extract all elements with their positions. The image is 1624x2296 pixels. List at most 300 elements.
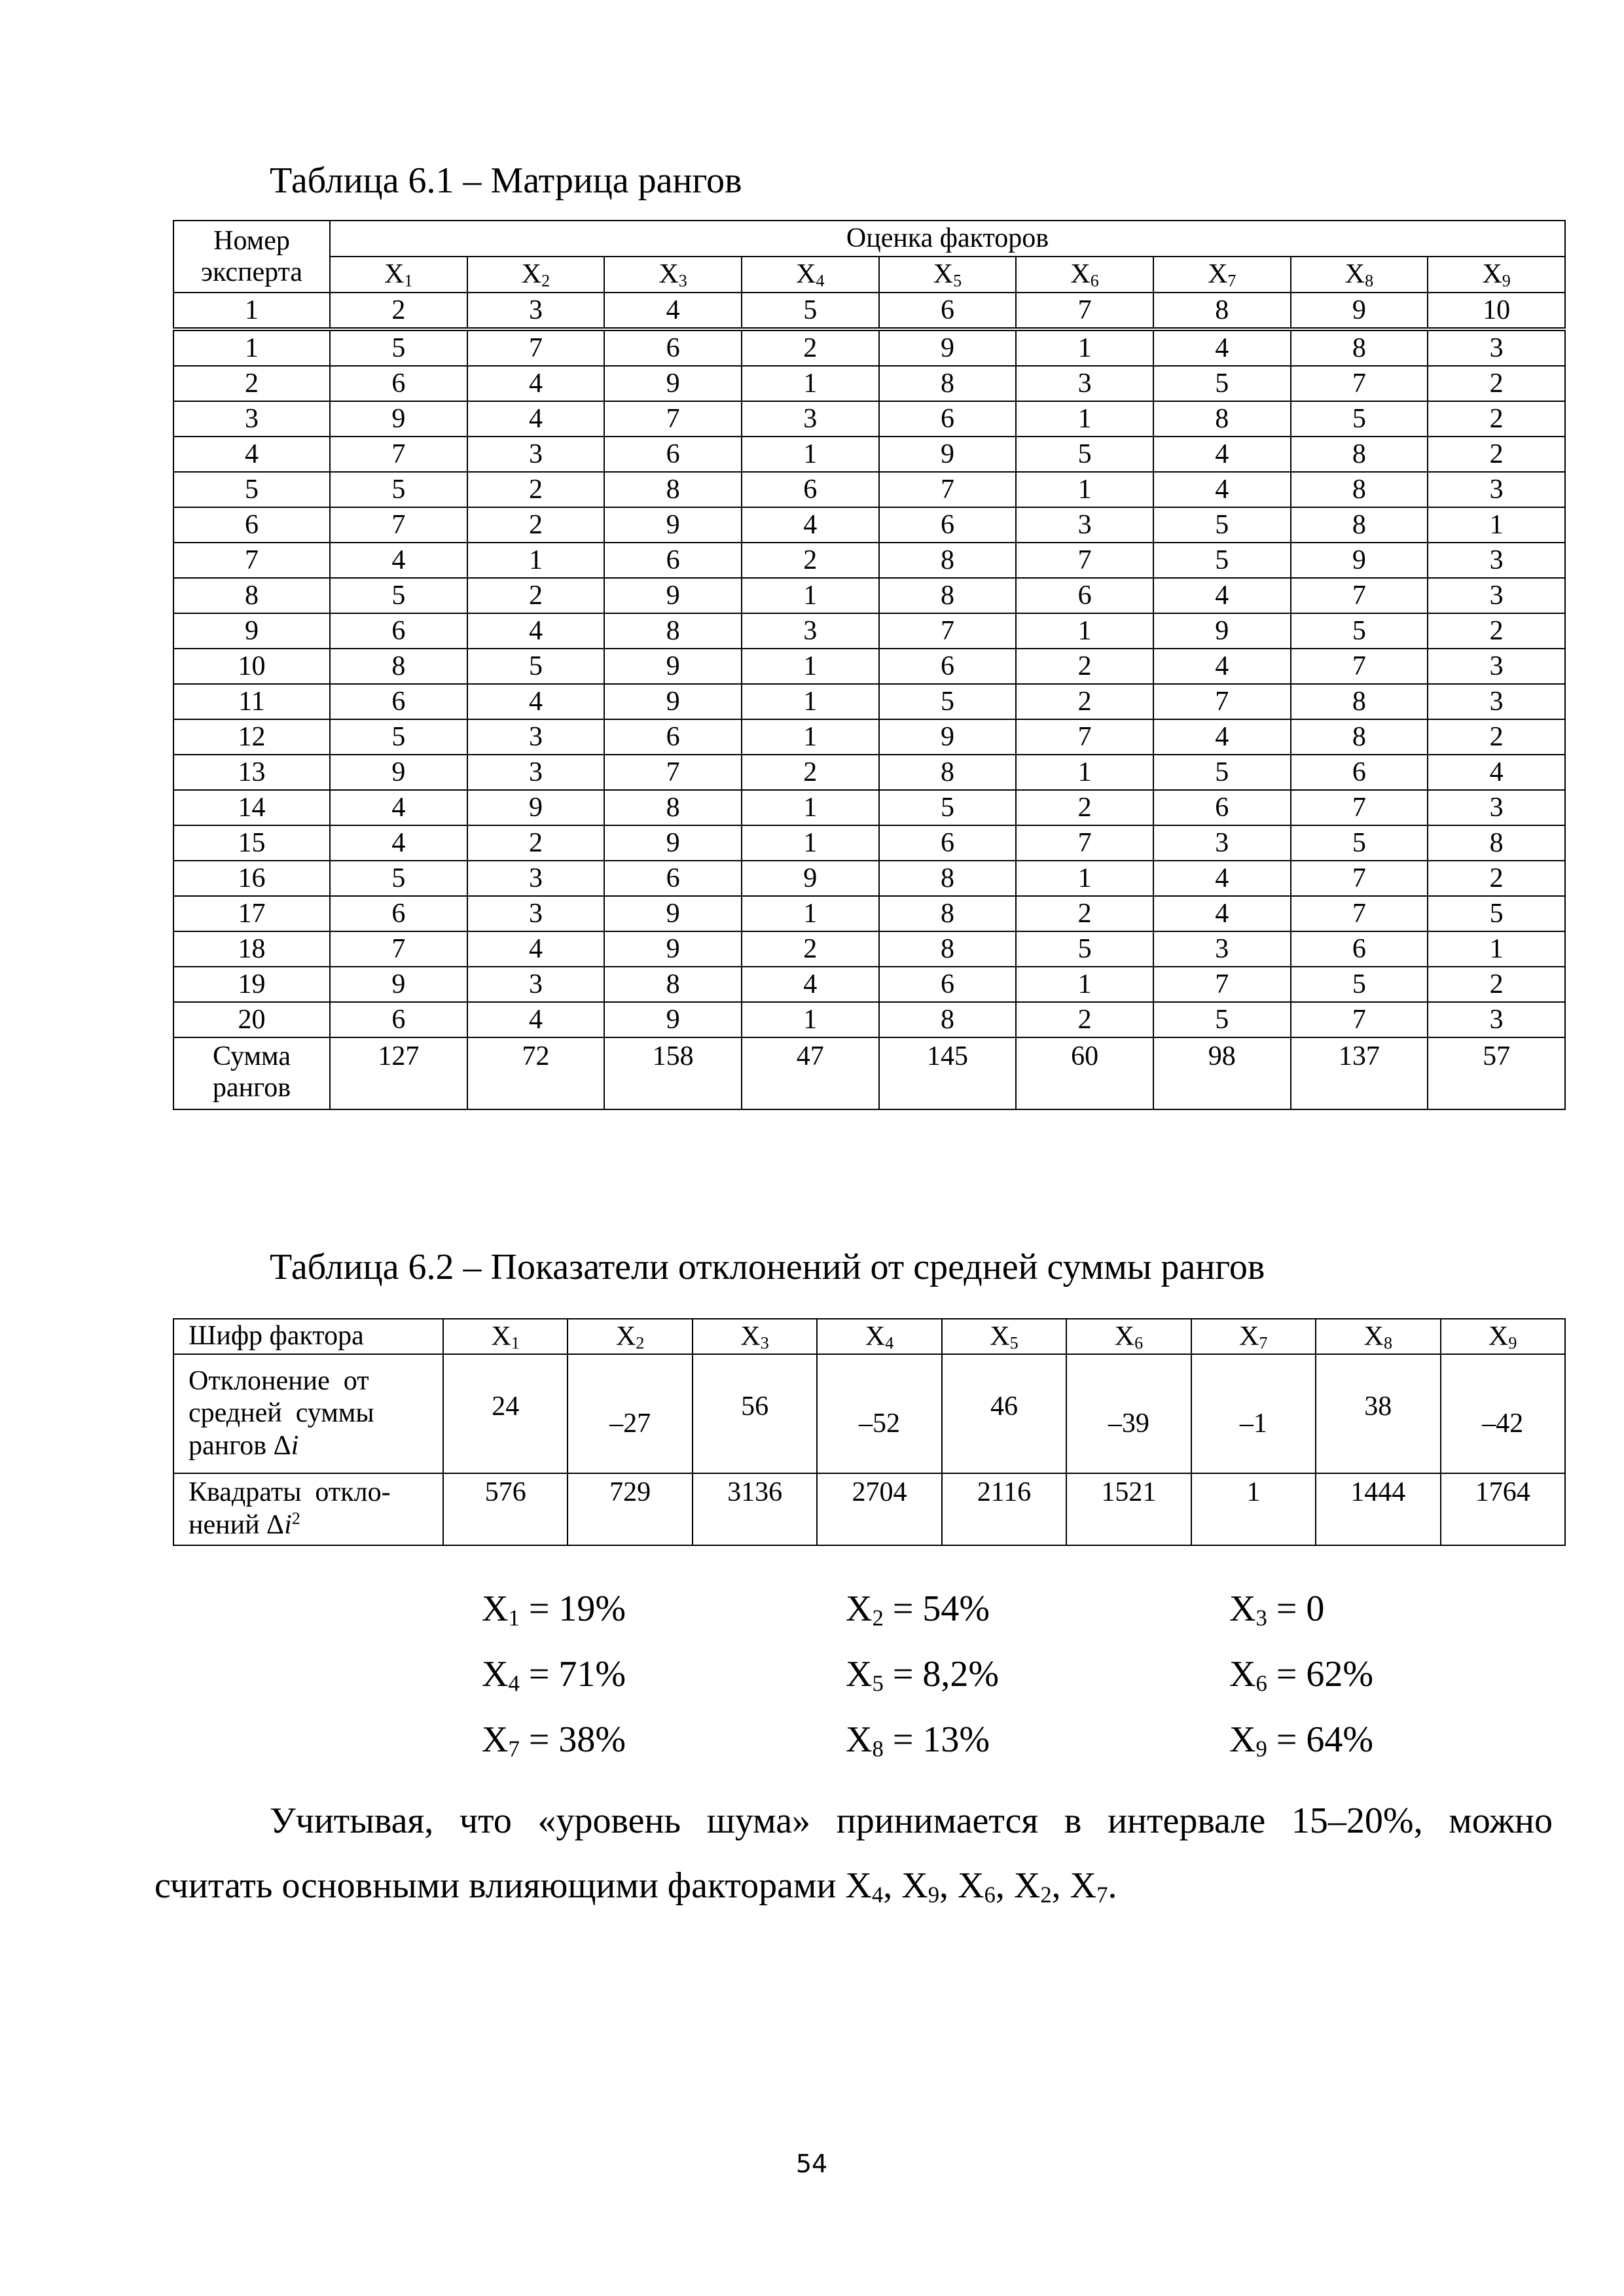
rank-cell: 4 [467,684,605,719]
rank-cell: 4 [1153,719,1291,755]
rank-cell: 8 [879,931,1017,967]
deviation-cell: 46 [942,1354,1066,1473]
rank-cell: 4 [1153,649,1291,684]
rank-cell: 3 [1428,472,1565,507]
rank-sum-cell: 60 [1016,1037,1153,1109]
rank-cell: 7 [1291,366,1428,401]
table-row [173,931,1565,967]
expert-number: 13 [173,755,330,790]
rank-cell: 1 [1428,507,1565,543]
factor-header: $X_4$ [742,257,879,293]
rank-cell: 9 [742,861,879,896]
rank-cell: 4 [467,1002,605,1037]
rank-cell: 3 [467,437,605,472]
column-number: 5 [742,293,879,329]
rank-cell: 3 [1428,329,1565,366]
rank-cell: 4 [467,931,605,967]
rank-cell: 6 [330,366,467,401]
rank-cell: 9 [604,1002,742,1037]
table-row [173,1002,1565,1037]
deviation-cell: 56 [693,1354,817,1473]
rank-cell: 7 [1291,578,1428,613]
factor-code: $X_4$ [817,1319,941,1354]
rank-cell: 1 [1016,755,1153,790]
rank-cell: 8 [604,613,742,649]
table-row [173,366,1565,401]
rank-cell: 8 [604,472,742,507]
result-x9: $X_9 = 64\%$ [1229,1719,1374,1762]
rank-cell: 5 [330,329,467,366]
table-row [173,649,1565,684]
rank-cell: 1 [1428,931,1565,967]
rank-cell: 1 [742,896,879,931]
rank-cell: 5 [1428,896,1565,931]
rank-matrix-table [173,220,1566,1110]
rank-cell: 3 [1428,1002,1565,1037]
rank-sum-cell: 158 [604,1037,742,1109]
rank-cell: 8 [1291,507,1428,543]
rank-cell: 3 [1428,543,1565,578]
expert-number: 11 [173,684,330,719]
table-row [173,861,1565,896]
rank-cell: 9 [604,896,742,931]
table-6-1-caption: Таблица 6.1 – Матрица рангов [270,160,742,201]
rank-cell: 8 [1291,329,1428,366]
expert-number: 7 [173,543,330,578]
square-cell: 576 [443,1473,568,1545]
rank-cell: 5 [330,719,467,755]
rank-cell: 1 [1016,329,1153,366]
rank-cell: 2 [1016,896,1153,931]
rank-cell: 4 [1153,861,1291,896]
deviation-cell: –27 [568,1354,692,1473]
expert-number: 10 [173,649,330,684]
expert-number: 19 [173,967,330,1002]
header-expert-number: Номер эксперта [173,221,330,293]
factor-code-label: Шифр фактора [173,1319,443,1354]
rank-cell: 7 [1153,684,1291,719]
rank-cell: 3 [1016,366,1153,401]
expert-number: 4 [173,437,330,472]
rank-cell: 2 [1016,649,1153,684]
result-x1: $X_1 = 19\%$ [482,1588,626,1631]
rank-cell: 2 [1428,613,1565,649]
square-cell: 1764 [1441,1473,1565,1545]
rank-cell: 7 [879,472,1017,507]
rank-cell: 7 [467,329,605,366]
rank-cell: 6 [330,684,467,719]
rank-cell: 8 [330,649,467,684]
rank-cell: 9 [604,649,742,684]
rank-cell: 2 [1428,861,1565,896]
table-6-2-caption: Таблица 6.2 – Показатели отклонений от средней суммы рангов [270,1247,1265,1287]
column-number: 1 [173,293,330,329]
rank-cell: 5 [1153,543,1291,578]
result-x2: $X_2 = 54\%$ [846,1588,990,1631]
table-row [173,613,1565,649]
result-x6: $X_6 = 62\%$ [1229,1654,1374,1696]
rank-cell: 9 [330,755,467,790]
rank-cell: 9 [604,931,742,967]
rank-cell: 1 [1016,967,1153,1002]
result-x4: $X_4 = 71\%$ [482,1654,626,1696]
square-cell: 2116 [942,1473,1066,1545]
rank-cell: 5 [330,578,467,613]
table-row [173,755,1565,790]
rank-cell: 6 [879,507,1017,543]
rank-cell: 9 [604,825,742,861]
factor-header: $X_6$ [1016,257,1153,293]
rank-cell: 8 [1291,472,1428,507]
rank-cell: 3 [467,896,605,931]
rank-cell: 3 [1016,507,1153,543]
expert-number: 8 [173,578,330,613]
result-x8: $X_8 = 13\%$ [846,1719,990,1762]
rank-cell: 4 [1428,755,1565,790]
rank-cell: 2 [742,543,879,578]
rank-cell: 8 [1153,401,1291,437]
rank-cell: 4 [467,366,605,401]
rank-cell: 5 [1291,401,1428,437]
rank-cell: 4 [1153,472,1291,507]
rank-cell: 7 [879,613,1017,649]
factor-code: $X_9$ [1441,1319,1565,1354]
rank-cell: 6 [604,861,742,896]
rank-cell: 4 [330,790,467,825]
rank-cell: 8 [1291,719,1428,755]
conclusion-line-1: Учитывая, что «уровень шума» принимается в интервале 15–20%, можно [270,1801,1553,1841]
factor-header: $X_7$ [1153,257,1291,293]
rank-cell: 7 [1016,719,1153,755]
squares-label [173,1473,443,1545]
table-row [173,896,1565,931]
deviation-cell: 38 [1316,1354,1440,1473]
rank-cell: 9 [467,790,605,825]
rank-cell: 6 [330,896,467,931]
rank-cell: 8 [604,790,742,825]
rank-cell: 1 [742,366,879,401]
rank-cell: 2 [467,507,605,543]
rank-cell: 5 [467,649,605,684]
deviation-table [173,1318,1566,1546]
expert-number: 6 [173,507,330,543]
rank-cell: 8 [604,967,742,1002]
rank-cell: 1 [467,543,605,578]
rank-cell: 8 [879,861,1017,896]
rank-cell: 9 [604,507,742,543]
rank-cell: 1 [1016,861,1153,896]
square-cell: 1521 [1066,1473,1191,1545]
rank-cell: 1 [742,578,879,613]
rank-cell: 3 [467,967,605,1002]
rank-cell: 6 [879,649,1017,684]
table-row [173,401,1565,437]
rank-cell: 3 [742,613,879,649]
rank-sum-cell: 57 [1428,1037,1565,1109]
factor-header: $X_8$ [1291,257,1428,293]
rank-cell: 4 [467,613,605,649]
rank-cell: 8 [879,896,1017,931]
expert-number: 2 [173,366,330,401]
rank-cell: 2 [1428,967,1565,1002]
rank-cell: 6 [742,472,879,507]
deviation-cell: –42 [1441,1354,1565,1473]
column-number: 10 [1428,293,1565,329]
expert-number: 5 [173,472,330,507]
rank-sum-cell: 72 [467,1037,605,1109]
table-row [173,719,1565,755]
rank-cell: 2 [742,329,879,366]
rank-sum-cell: 127 [330,1037,467,1109]
rank-cell: 8 [1291,684,1428,719]
rank-cell: 7 [330,931,467,967]
rank-cell: 4 [1153,437,1291,472]
rank-cell: 7 [1291,896,1428,931]
expert-number: 12 [173,719,330,755]
expert-number: 16 [173,861,330,896]
page-number: 54 [795,2149,828,2178]
rank-cell: 7 [1153,967,1291,1002]
rank-cell: 3 [467,719,605,755]
rank-cell: 2 [742,755,879,790]
rank-cell: 4 [1153,329,1291,366]
rank-cell: 4 [330,543,467,578]
rank-cell: 2 [1016,684,1153,719]
rank-cell: 7 [604,401,742,437]
rank-cell: 8 [1291,437,1428,472]
rank-cell: 1 [1016,613,1153,649]
expert-number: 3 [173,401,330,437]
rank-cell: 3 [1428,649,1565,684]
rank-cell: 9 [1291,543,1428,578]
rank-cell: 1 [742,825,879,861]
rank-cell: 1 [1016,472,1153,507]
rank-cell: 6 [330,613,467,649]
rank-cell: 3 [1428,790,1565,825]
rank-cell: 7 [330,437,467,472]
square-cell: 2704 [817,1473,941,1545]
result-x5: $X_5 = 8,2\%$ [846,1654,1000,1696]
rank-cell: 6 [879,967,1017,1002]
rank-cell: 2 [1428,437,1565,472]
rank-sum-label: Сумма рангов [173,1037,330,1109]
expert-number: 9 [173,613,330,649]
rank-cell: 2 [467,472,605,507]
column-number: 4 [604,293,742,329]
square-cell: 3136 [693,1473,817,1545]
rank-cell: 1 [742,437,879,472]
rank-cell: 8 [1428,825,1565,861]
table-row [173,472,1565,507]
header-factor-rating: Оценка факторов [330,221,1565,257]
rank-cell: 7 [330,507,467,543]
rank-cell: 2 [1016,1002,1153,1037]
rank-cell: 3 [742,401,879,437]
expert-number: 18 [173,931,330,967]
rank-cell: 9 [604,684,742,719]
factor-code: $X_7$ [1191,1319,1316,1354]
factor-code: $X_1$ [443,1319,568,1354]
rank-cell: 2 [467,825,605,861]
factor-code: $X_8$ [1316,1319,1440,1354]
result-x3: $X_3 = 0$ [1229,1588,1325,1631]
rank-cell: 7 [604,755,742,790]
expert-number: 1 [173,329,330,366]
rank-cell: 5 [879,684,1017,719]
rank-cell: 6 [604,719,742,755]
rank-cell: 2 [742,931,879,967]
result-x7: $X_7 = 38\%$ [482,1719,626,1762]
factor-header: $X_2$ [467,257,605,293]
factor-header: $X_3$ [604,257,742,293]
conclusion-factors: $X_4$, $X_9$, $X_6$, $X_2$, $X_7$. [845,1865,1117,1908]
rank-cell: 8 [879,578,1017,613]
rank-cell: 3 [1428,684,1565,719]
rank-cell: 5 [1016,931,1153,967]
rank-cell: 4 [467,401,605,437]
rank-cell: 6 [1291,755,1428,790]
factor-code: $X_6$ [1066,1319,1191,1354]
rank-cell: 6 [1016,578,1153,613]
deviation-cell: –1 [1191,1354,1316,1473]
rank-cell: 9 [604,578,742,613]
square-cell: 1444 [1316,1473,1440,1545]
table-row [173,578,1565,613]
rank-cell: 9 [1153,613,1291,649]
column-number: 3 [467,293,605,329]
table-row [173,967,1565,1002]
column-number: 2 [330,293,467,329]
factor-header: $X_9$ [1428,257,1565,293]
rank-sum-row [173,1037,1565,1109]
rank-cell: 6 [330,1002,467,1037]
deviation-cell: –39 [1066,1354,1191,1473]
expert-number: 20 [173,1002,330,1037]
column-number: 7 [1016,293,1153,329]
rank-cell: 8 [879,366,1017,401]
rank-cell: 5 [1291,967,1428,1002]
deviation-label-text: Отклонение от средней суммы рангов Δi [189,1365,374,1461]
rank-cell: 5 [879,790,1017,825]
rank-cell: 8 [879,755,1017,790]
rank-cell: 5 [1153,1002,1291,1037]
rank-cell: 9 [879,437,1017,472]
rank-cell: 7 [1016,825,1153,861]
rank-cell: 4 [1153,578,1291,613]
rank-cell: 7 [1291,649,1428,684]
rank-cell: 1 [742,649,879,684]
rank-cell: 6 [1153,790,1291,825]
rank-cell: 1 [742,790,879,825]
rank-cell: 8 [879,1002,1017,1037]
factor-code: $X_3$ [693,1319,817,1354]
rank-cell: 3 [1153,825,1291,861]
rank-cell: 6 [879,401,1017,437]
rank-cell: 6 [879,825,1017,861]
rank-cell: 2 [1428,719,1565,755]
table-row [173,437,1565,472]
rank-cell: 3 [1153,931,1291,967]
rank-cell: 2 [1428,401,1565,437]
rank-cell: 5 [330,861,467,896]
square-cell: 729 [568,1473,692,1545]
deviation-label [173,1354,443,1473]
squares-label-text: Квадраты откло- нений $\Delta i^2$ [189,1477,391,1540]
rank-cell: 5 [1291,825,1428,861]
table-row [173,684,1565,719]
rank-cell: 2 [1016,790,1153,825]
rank-cell: 4 [1153,896,1291,931]
rank-cell: 1 [742,1002,879,1037]
rank-cell: 6 [604,543,742,578]
rank-cell: 6 [604,437,742,472]
rank-cell: 1 [1016,401,1153,437]
rank-cell: 4 [330,825,467,861]
expert-number: 17 [173,896,330,931]
rank-cell: 4 [742,507,879,543]
rank-cell: 1 [742,719,879,755]
rank-cell: 7 [1291,790,1428,825]
rank-sum-cell: 98 [1153,1037,1291,1109]
conclusion-prefix: считать основными влияющими факторами [154,1865,837,1906]
factor-code: $X_2$ [568,1319,692,1354]
conclusion-line-2 [154,1865,1553,1908]
rank-cell: 9 [879,719,1017,755]
table-row [173,790,1565,825]
table-row [173,825,1565,861]
rank-cell: 3 [467,755,605,790]
rank-sum-cell: 137 [1291,1037,1428,1109]
table-row [173,329,1565,366]
column-number: 6 [879,293,1017,329]
rank-cell: 7 [1291,861,1428,896]
rank-cell: 7 [1016,543,1153,578]
table-row [173,507,1565,543]
rank-sum-cell: 145 [879,1037,1017,1109]
factor-code: $X_5$ [942,1319,1066,1354]
rank-cell: 7 [1291,1002,1428,1037]
rank-cell: 3 [467,861,605,896]
rank-cell: 9 [879,329,1017,366]
rank-cell: 5 [1291,613,1428,649]
rank-cell: 1 [742,684,879,719]
rank-cell: 5 [1153,366,1291,401]
square-cell: 1 [1191,1473,1316,1545]
rank-cell: 5 [330,472,467,507]
rank-cell: 2 [1428,366,1565,401]
rank-cell: 6 [1291,931,1428,967]
deviation-cell: –52 [817,1354,941,1473]
rank-cell: 5 [1016,437,1153,472]
table-row [173,543,1565,578]
rank-cell: 5 [1153,755,1291,790]
column-number: 9 [1291,293,1428,329]
rank-cell: 2 [467,578,605,613]
rank-sum-cell: 47 [742,1037,879,1109]
expert-number: 14 [173,790,330,825]
factor-header: $X_1$ [330,257,467,293]
rank-cell: 6 [604,329,742,366]
rank-cell: 8 [879,543,1017,578]
rank-cell: 9 [604,366,742,401]
rank-cell: 9 [330,967,467,1002]
factor-header: $X_5$ [879,257,1017,293]
expert-number: 15 [173,825,330,861]
rank-cell: 4 [742,967,879,1002]
deviation-cell: 24 [443,1354,568,1473]
column-number: 8 [1153,293,1291,329]
rank-cell: 5 [1153,507,1291,543]
